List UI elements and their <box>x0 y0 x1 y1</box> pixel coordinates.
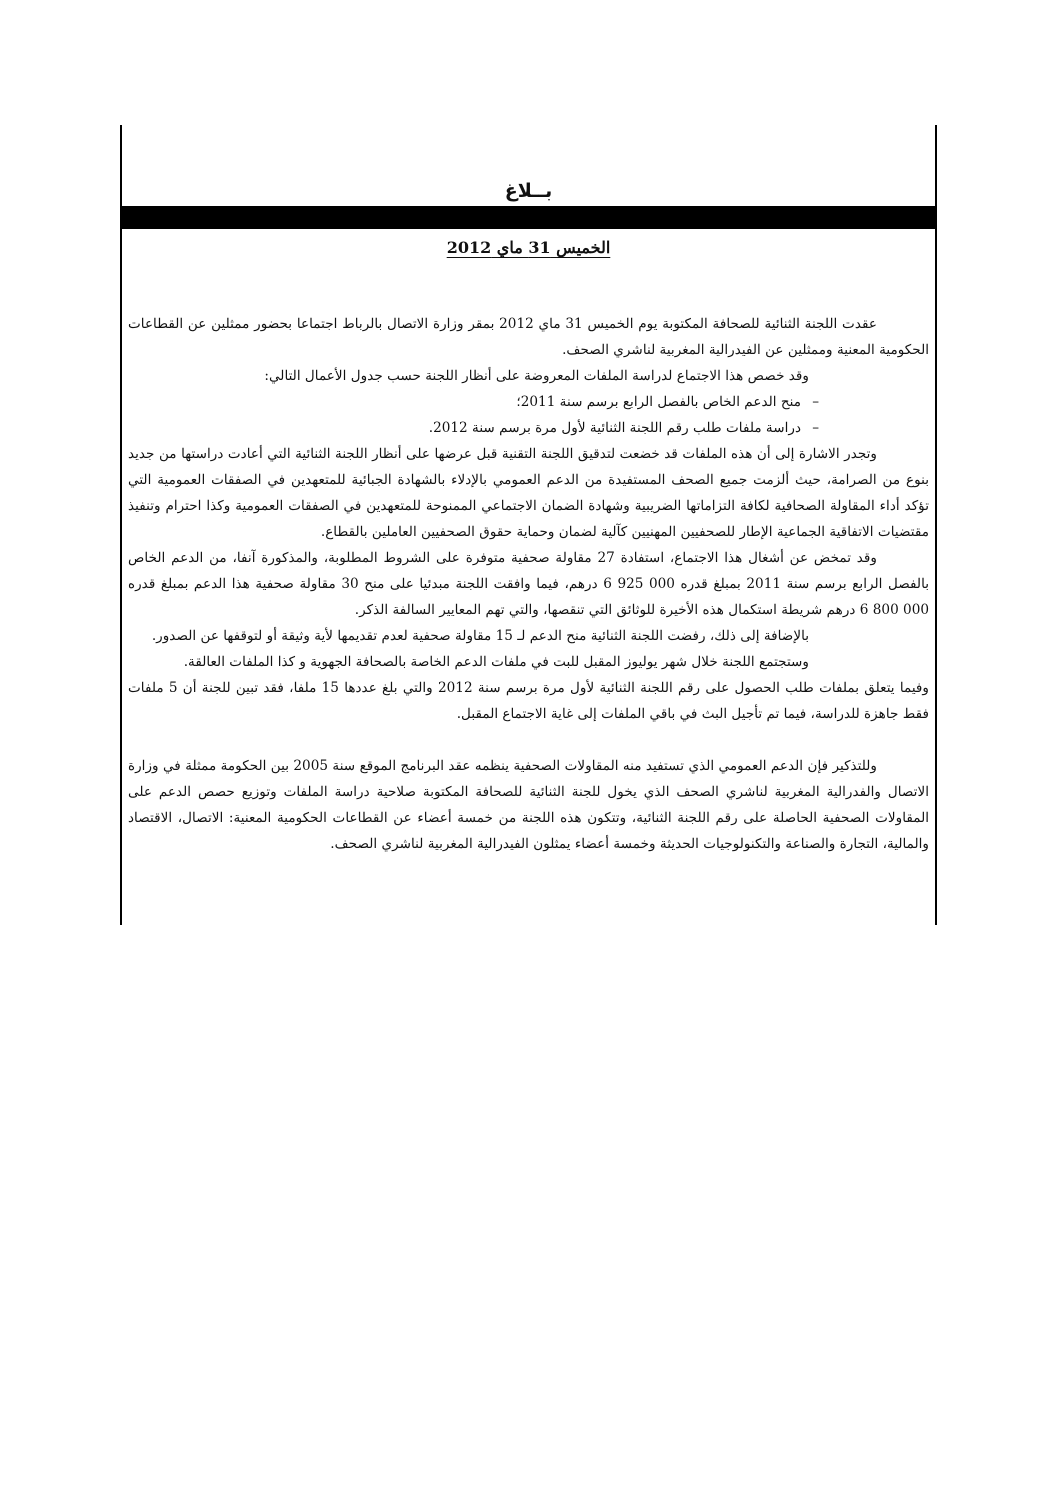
paragraph-spacer <box>128 727 929 753</box>
bullet-dash: – <box>812 394 819 410</box>
document-title: بــلاغ <box>504 180 553 202</box>
paragraph-results: وقد تمخض عن أشغال هذا الاجتماع، استفادة 27 مقاولة صحفية متوفرة على الشروط المطلوبة، والمذكورة آنفا، من الدعم الخاص بالفصل الرابع برسم سنة 2011 بمبلغ قدره 000 925 6 درهم، فيما وافقت اللجنة مبدئيا على منح 30 مقاولة صحفية هذا الدعم بمبلغ قدره 000 800 6 درهم شريطة استكمال هذه الأخيرة للوثائق التي تنقصها، والتي تهم المعايير السالفة الذكر. <box>128 550 929 618</box>
title-divider-bar <box>122 206 935 229</box>
document-frame <box>120 125 937 925</box>
bullet-dash: – <box>812 420 819 436</box>
paragraph-verification: وتجدر الاشارة إلى أن هذه الملفات قد خضعت لتدقيق اللجنة التقنية قبل عرضها على أنظار اللجنة الثنائية التي أعادت دراستها من جديد بنوع من الصرامة، حيث ألزمت جميع الصحف المستفيدة من الدعم العمومي بالإدلاء بالشهادة الجبائية للمتعهدين في الصفقات العمومية التي تؤكد أداء المقاولة الصحافية لكافة التزاماتها الضريبية وشهادة الضمان الاجتماعي الممنوحة للمتعهدين في الصفقات العمومية وكذا احترام وتنفيذ مقتضيات الاتفاقية الجماعية الإطار للصحفيين المهنيين كآلية لضمان وحماية حقوق الصحفيين العاملين بالقطاع. <box>128 446 929 540</box>
paragraph-reminder: وللتذكير فإن الدعم العمومي الذي تستفيد منه المقاولات الصحفية ينظمه عقد البرنامج الموقع سنة 2005 بين الحكومة ممثلة في وزارة الاتصال والفدرالية المغربية لناشري الصحف الذي يخول للجنة الثنائية للصحافة المكتوبة صلاحية دراسة الملفات وتوزيع حصص الدعم على المقاولات الصحفية الحاصلة على رقم اللجنة الثنائية، وتتكون هذه اللجنة من خمسة أعضاء عن القطاعات الحكومية المعنية: الاتصال، الاقتصاد والمالية، التجارة والصناعة والتكنولوجيات الحديثة وخمسة أعضاء يمثلون الفيدرالية المغربية لناشري الصحف. <box>128 758 929 852</box>
agenda-item-1 <box>128 389 929 415</box>
paragraph-rejections: بالإضافة إلى ذلك، رفضت اللجنة الثنائية منح الدعم لـ 15 مقاولة صحفية لعدم تقديمها لأية وثيقة أو لتوقفها عن الصدور. <box>151 628 809 644</box>
paragraph-agenda: وقد خصص هذا الاجتماع لدراسة الملفات المعروضة على أنظار اللجنة حسب جدول الأعمال التالي: <box>264 368 809 384</box>
agenda-item-1-text: منح الدعم الخاص بالفصل الرابع برسم سنة 2011؛ <box>516 394 801 410</box>
document-body <box>128 311 929 857</box>
agenda-item-2 <box>128 415 929 441</box>
date-text: الخميس 31 ماي 2012 <box>446 238 611 257</box>
paragraph-meeting: عقدت اللجنة الثنائية للصحافة المكتوبة يوم الخميس 31 ماي 2012 بمقر وزارة الاتصال بالرباط اجتماعا بحضور ممثلين عن القطاعات الحكومية المعنية وممثلين عن الفيدرالية المغربية لناشري الصحف. <box>128 316 929 358</box>
paragraph-next-meeting: وستجتمع اللجنة خلال شهر يوليوز المقبل للبت في ملفات الدعم الخاصة بالصحافة الجهوية و كذا الملفات العالقة. <box>183 654 809 670</box>
paragraph-new-applications: وفيما يتعلق بملفات طلب الحصول على رقم اللجنة الثنائية لأول مرة برسم سنة 2012 والتي بلغ عددها 15 ملفا، فقد تبين للجنة أن 5 ملفات فقط جاهزة للدراسة، فيما تم تأجيل البث في باقي الملفات إلى غاية الاجتماع المقبل. <box>128 680 929 722</box>
document-date <box>122 238 935 257</box>
agenda-item-2-text: دراسة ملفات طلب رقم اللجنة الثنائية لأول مرة برسم سنة 2012. <box>428 420 801 436</box>
